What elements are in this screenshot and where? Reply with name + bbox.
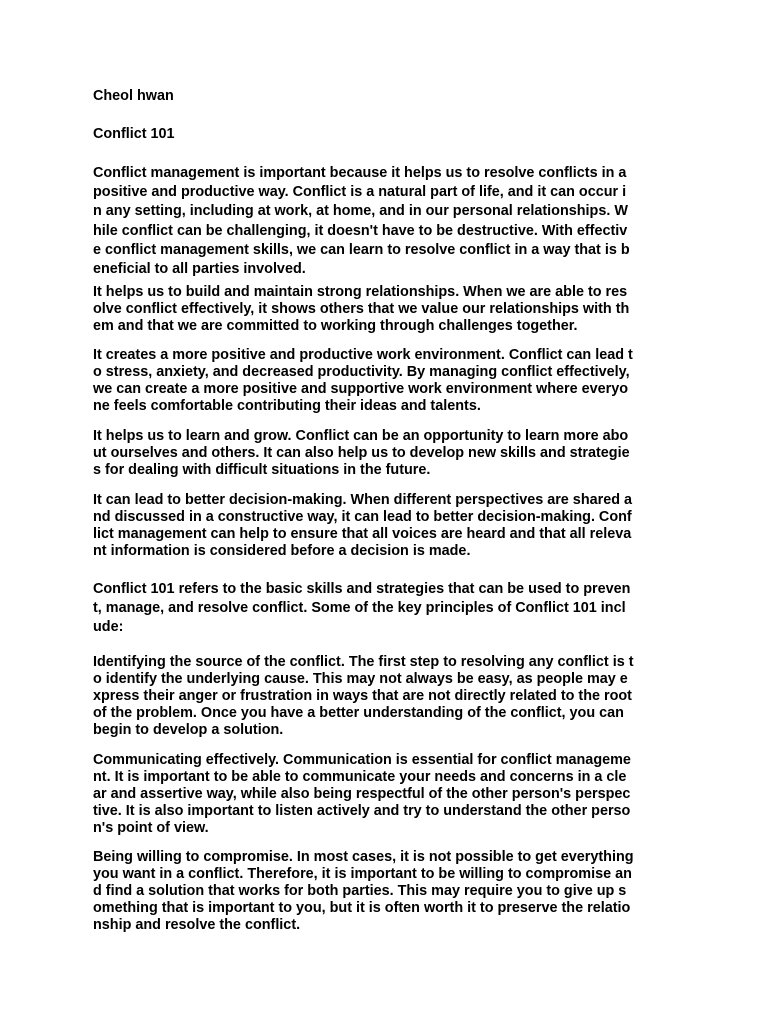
paragraph-intro: Conflict management is important because it helps us to resolve conflicts in a positive and productive way. Conflict is a natural part of life, and it can occur i n any setting, including at work, at home, and in our personal relationships. W hile conflict can be challenging, it doesn't have to be destructive. With effectiv e conflict management skills, we can learn to resolve conflict in a way that is b eneficial to all parties involved.	[93, 165, 630, 278]
paragraph-communicating: Communicating effectively. Communication is essential for conflict manageme nt. It is important to be able to communicate your needs and concerns in a cle ar and assertive way, while also being respectful of the other person's perspec tive. It is also important to listen actively and try to understand the other perso n's point of view.	[93, 752, 631, 836]
paragraph-decision-making: It can lead to better decision-making. When different perspectives are shared a nd discussed in a constructive way, it can lead to better decision-making. Conf lict management can help to ensure that all voices are heard and that all releva nt information is considered before a decision is made.	[93, 492, 633, 559]
author-name: Cheol hwan	[93, 88, 174, 104]
paragraph-compromise: Being willing to compromise. In most cases, it is not possible to get everything you want in a conflict. Therefore, it is important to be willing to compromise an d find a solution that works for both parties. This may require you to give up s omething that is important to you, but it is often worth it to preserve the relatio nship and resolve the conflict.	[93, 849, 634, 933]
paragraph-conflict-101-definition: Conflict 101 refers to the basic skills and strategies that can be used to preven t, manage, and resolve conflict. Some of the key principles of Conflict 101 incl ude:	[93, 581, 631, 636]
paragraph-work-environment: It creates a more positive and productive work environment. Conflict can lead t o stress, anxiety, and decreased productivity. By managing conflict effectively, we can create a more positive and supportive work environment where everyo ne feels comfortable contributing their ideas and talents.	[93, 347, 633, 414]
paragraph-learn-grow: It helps us to learn and grow. Conflict can be an opportunity to learn more abo ut ourselves and others. It can also help us to develop new skills and strategie s for dealing with difficult situations in the future.	[93, 428, 630, 478]
paragraph-relationships: It helps us to build and maintain strong relationships. When we are able to res olve conflict effectively, it shows others that we value our relationships with th em and that we are committed to working through challenges together.	[93, 284, 630, 334]
document-title: Conflict 101	[93, 126, 175, 142]
paragraph-identifying-source: Identifying the source of the conflict. The first step to resolving any conflict is t o identify the underlying cause. This may not always be easy, as people may e xpress their anger or frustration in ways that are not directly related to the root of the problem. Once you have a better understanding of the conflict, you can begin to develop a solution.	[93, 654, 634, 738]
